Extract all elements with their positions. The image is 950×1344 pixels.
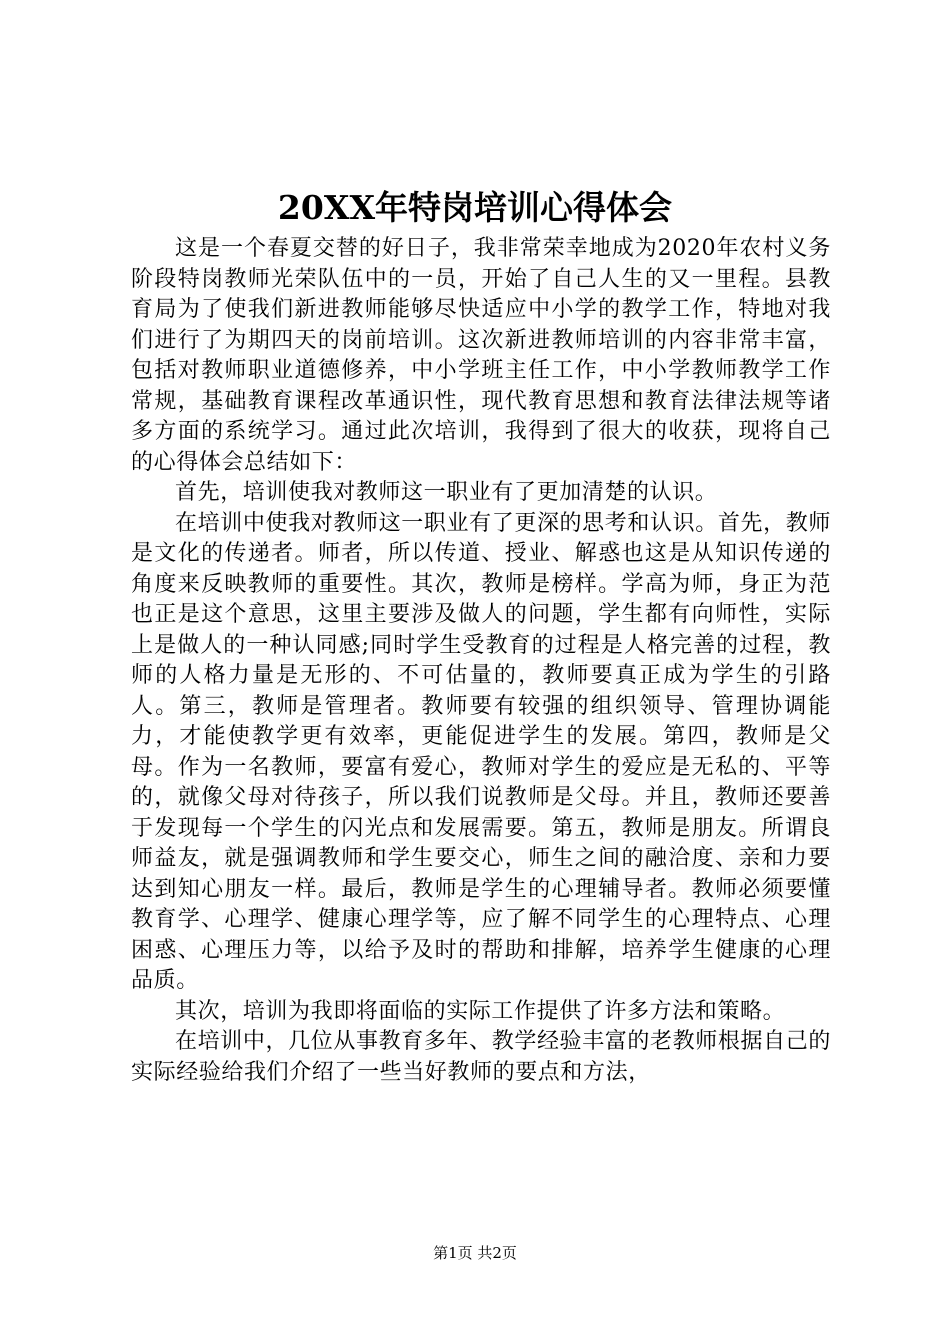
paragraph-second-point: 其次，培训为我即将面临的实际工作提供了许多方法和策略。 bbox=[175, 998, 786, 1024]
paragraph-experience: 在培训中，几位从事教育多年、教学经验丰富的老教师根据自己的实际经验给我们介绍了一些当好教师的要点和方法， bbox=[131, 1029, 831, 1085]
document-body bbox=[131, 234, 831, 1088]
page-footer: 第1页 共2页 bbox=[433, 1244, 517, 1262]
paragraph-intro: 这是一个春夏交替的好日子，我非常荣幸地成为2020年农村义务阶段特岗教师光荣队伍中的一员，开始了自己人生的又一里程。县教育局为了使我们新进教师能够尽快适应中小学的教学工作，特地对我们进行了为期四天的岗前培训。这次新进教师培训的内容非常丰富，包括对教师职业道德修养，中小学班主任工作，中小学教师教学工作常规，基础教育课程改革通识性，现代教育思想和教育法律法规等诸多方面的系统学习。通过此次培训，我得到了很大的收获，现将自己的心得体会总结如下： bbox=[131, 236, 831, 475]
document-title: 20XX年特岗培训心得体会 bbox=[277, 188, 673, 227]
paragraph-first-point: 首先，培训使我对教师这一职业有了更加清楚的认识。 bbox=[175, 480, 718, 505]
paragraph-teacher-roles: 在培训中使我对教师这一职业有了更深的思考和认识。首先，教师是文化的传递者。师者，所以传道、授业、解惑也这是从知识传递的角度来反映教师的重要性。其次，教师是榜样。学高为师，身正为范也正是这个意思，这里主要涉及做人的问题，学生都有向师性，实际上是做人的一种认同感;同时学生受教育的过程是人格完善的过程，教师的人格力量是无形的、不可估量的，教师要真正成为学生的引路人。第三，教师是管理者。教师要有较强的组织领导、管理协调能力，才能使教学更有效率，更能促进学生的发展。第四，教师是父母。作为一名教师，要富有爱心，教师对学生的爱应是无私的、平等的，就像父母对待孩子，所以我们说教师是父母。并且，教师还要善于发现每一个学生的闪光点和发展需要。第五，教师是朋友。所谓良师益友，就是强调教师和学生要交心，师生之间的融洽度、亲和力要达到知心朋友一样。最后，教师是学生的心理辅导者。教师必须要懂教育学、心理学、健康心理学等，应了解不同学生的心理特点、心理困惑、心理压力等，以给予及时的帮助和排解，培养学生健康的心理品质。 bbox=[131, 510, 831, 993]
